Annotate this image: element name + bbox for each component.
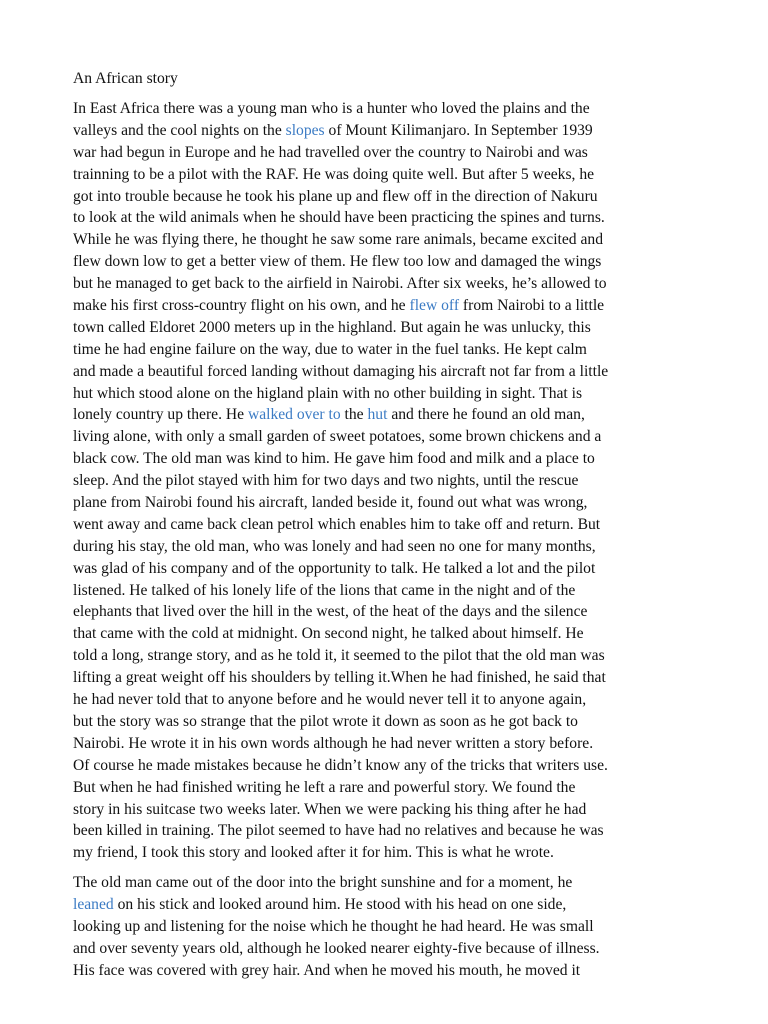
text-run: lonely country up there. He: [73, 406, 248, 424]
text-line: [73, 404, 733, 426]
text-line: [73, 894, 733, 916]
highlighted-word: walked over to: [247, 406, 341, 424]
text-run: town called Eldoret 2000 meters up in the highland. But again he was unlucky, this: [73, 318, 591, 336]
text-line: [73, 339, 733, 361]
text-line: [73, 733, 733, 755]
text-run: my friend, I took this story and looked after it for him. This is what he wrote.: [73, 844, 554, 862]
document-title: An African story: [73, 70, 178, 87]
text-line: [73, 229, 733, 251]
text-line: [73, 872, 733, 894]
text-line: [73, 799, 733, 821]
text-line: [73, 711, 733, 733]
text-run: to look at the wild animals when he should have been practicing the spines and turns.: [73, 209, 605, 227]
text-run: flew down low to get a better view of them. He flew too low and damaged the wings: [73, 253, 602, 271]
text-run: looking up and listening for the noise which he thought he had heard. He was small: [73, 917, 594, 935]
highlighted-word: leaned: [73, 896, 114, 914]
text-line: [73, 186, 733, 208]
text-run: the: [340, 406, 368, 424]
text-run: been killed in training. The pilot seemed to have had no relatives and because he was: [73, 822, 604, 840]
text-run: of Mount Kilimanjaro. In September 1939: [324, 121, 593, 139]
text-run: that came with the cold at midnight. On second night, he talked about himself. He: [73, 625, 584, 643]
text-line: [73, 960, 733, 982]
text-run: lifting a great weight off his shoulders by telling it.When he had finished, he said that: [73, 669, 606, 687]
paragraph: [73, 98, 733, 864]
text-run: In East Africa there was a young man who is a hunter who loved the plains and the: [73, 100, 590, 117]
highlighted-word: flew off: [409, 297, 460, 315]
text-line: [73, 120, 733, 142]
text-run: hut which stood alone on the higland plain with no other building in sight. That is: [73, 384, 583, 402]
text-line: [73, 645, 733, 667]
text-run: make his first cross-country flight on his own, and he: [73, 297, 410, 315]
text-line: [73, 558, 733, 580]
text-line: [73, 361, 733, 383]
text-run: black cow. The old man was kind to him. He gave him food and milk and a place to: [73, 450, 595, 468]
text-line: [73, 689, 733, 711]
text-line: [73, 295, 733, 317]
text-run: and there he found an old man,: [387, 406, 585, 424]
text-run: His face was covered with grey hair. And when he moved his mouth, he moved it: [73, 961, 581, 979]
text-run: told a long, strange story, and as he told it, it seemed to the pilot that the old man was: [73, 647, 605, 665]
text-run: sleep. And the pilot stayed with him for two days and two nights, until the rescue: [73, 472, 579, 490]
text-run: But when he had finished writing he left a rare and powerful story. We found the: [73, 778, 576, 796]
highlighted-word: slopes: [285, 121, 325, 139]
text-line: [73, 623, 733, 645]
text-run: got into trouble because he took his plane up and flew off in the direction of Nakuru: [73, 187, 598, 205]
text-line: [73, 842, 733, 864]
text-run: valleys and the cool nights on the: [73, 121, 286, 139]
document-body: [73, 68, 733, 982]
text-line: [73, 820, 733, 842]
text-run: and made a beautiful forced landing without damaging his aircraft not far from a little: [73, 362, 609, 380]
text-run: went away and came back clean petrol which enables him to take off and return. But: [73, 515, 601, 533]
text-run: listened. He talked of his lonely life of the lions that came in the night and of the: [73, 581, 576, 599]
highlighted-word: hut: [367, 406, 388, 424]
text-line: [73, 207, 733, 229]
text-line: [73, 536, 733, 558]
text-line: [73, 492, 733, 514]
text-run: but he managed to get back to the airfield in Nairobi. After six weeks, he’s allowed to: [73, 275, 607, 293]
text-line: [73, 251, 733, 273]
text-run: was glad of his company and of the opportunity to talk. He talked a lot and the pilot: [73, 559, 596, 577]
text-line: [73, 142, 733, 164]
paragraph: [73, 872, 733, 981]
text-line: [73, 755, 733, 777]
text-line: [73, 98, 733, 120]
text-line: [73, 938, 733, 960]
text-run: Nairobi. He wrote it in his own words although he had never written a story before.: [73, 734, 594, 752]
text-run: While he was flying there, he thought he saw some rare animals, became excited and: [73, 231, 603, 249]
text-run: and over seventy years old, although he looked nearer eighty-five because of illness.: [73, 939, 600, 957]
text-run: on his stick and looked around him. He stood with his head on one side,: [113, 896, 567, 914]
text-run: but the story was so strange that the pilot wrote it down as soon as he got back to: [73, 712, 578, 730]
text-line: [73, 470, 733, 492]
text-run: The old man came out of the door into the bright sunshine and for a moment, he: [73, 874, 573, 892]
text-line: [73, 273, 733, 295]
text-run: elephants that lived over the hill in the west, of the heat of the days and the silence: [73, 603, 588, 621]
text-run: Of course he made mistakes because he didn’t know any of the tricks that writers use.: [73, 756, 608, 774]
text-line: [73, 777, 733, 799]
text-line: [73, 426, 733, 448]
text-line: [73, 916, 733, 938]
text-line: [73, 164, 733, 186]
text-run: story in his suitcase two weeks later. When we were packing his thing after he had: [73, 800, 587, 818]
text-line: [73, 580, 733, 602]
text-line: [73, 448, 733, 470]
text-run: during his stay, the old man, who was lonely and had seen no one for many months,: [73, 537, 596, 555]
text-run: war had begun in Europe and he had travelled over the country to Nairobi and was: [73, 143, 588, 161]
text-line: [73, 601, 733, 623]
text-line: [73, 667, 733, 689]
text-run: plane from Nairobi found his aircraft, landed beside it, found out what was wrong,: [73, 494, 588, 512]
text-run: from Nairobi to a little: [459, 297, 605, 315]
text-run: he had never told that to anyone before and he would never tell it to anyone again,: [73, 691, 587, 709]
text-line: [73, 383, 733, 405]
text-line: [73, 317, 733, 339]
text-run: time he had engine failure on the way, due to water in the fuel tanks. He kept calm: [73, 340, 587, 358]
text-run: trainning to be a pilot with the RAF. He was doing quite well. But after 5 weeks, he: [73, 165, 595, 183]
text-run: living alone, with only a small garden of sweet potatoes, some brown chickens and a: [73, 428, 602, 446]
text-line: [73, 514, 733, 536]
